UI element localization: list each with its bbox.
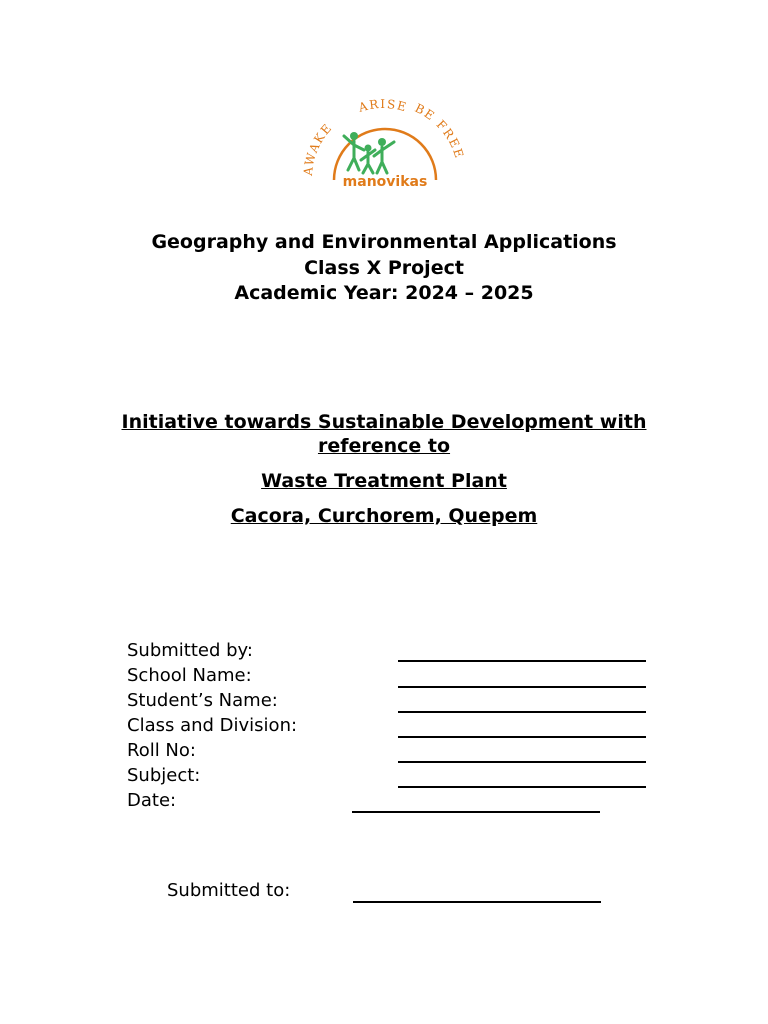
submitted-by-label: Submitted by: bbox=[127, 640, 253, 661]
project-title-line-1: Initiative towards Sustainable Development with bbox=[121, 411, 647, 433]
school-name-line bbox=[398, 686, 646, 688]
academic-year-heading: Academic Year: 2024 – 2025 bbox=[234, 282, 534, 304]
svg-text:AWAKE bbox=[301, 120, 335, 177]
logo-arc-right-text: BE FREE bbox=[412, 100, 467, 161]
student-name-line bbox=[398, 711, 646, 713]
subject-line bbox=[398, 786, 646, 788]
subject-heading: Geography and Environmental Applications bbox=[151, 231, 617, 253]
logo-brand-text: manovikas bbox=[342, 174, 428, 190]
svg-text:BE FREE bbox=[413, 101, 467, 161]
plant-title: Waste Treatment Plant bbox=[261, 470, 507, 492]
roll-no-line bbox=[398, 761, 646, 763]
logo-sun-arc bbox=[334, 129, 436, 180]
logo-figures-icon bbox=[344, 132, 394, 173]
student-name-label: Student’s Name: bbox=[127, 690, 278, 711]
submitted-to-line bbox=[353, 901, 601, 903]
submitted-by-line bbox=[398, 660, 646, 662]
location-title: Cacora, Curchorem, Quepem bbox=[230, 505, 538, 527]
subject-label: Subject: bbox=[127, 765, 201, 786]
class-division-line bbox=[398, 736, 646, 738]
school-name-label: School Name: bbox=[127, 665, 252, 686]
logo-arc-left-text: AWAKE bbox=[300, 120, 336, 177]
roll-no-label: Roll No: bbox=[127, 740, 196, 761]
manovikas-logo bbox=[298, 98, 468, 194]
submitted-to-label: Submitted to: bbox=[167, 880, 291, 901]
class-division-label: Class and Division: bbox=[127, 715, 298, 736]
logo-arc-top-text: ARISE bbox=[357, 98, 410, 115]
project-title-line-2: reference to bbox=[317, 435, 451, 457]
class-heading: Class X Project bbox=[304, 257, 464, 279]
svg-text:ARISE bbox=[356, 98, 409, 115]
logo-graphic bbox=[298, 98, 468, 194]
date-line bbox=[352, 811, 600, 813]
date-label: Date: bbox=[127, 790, 177, 811]
